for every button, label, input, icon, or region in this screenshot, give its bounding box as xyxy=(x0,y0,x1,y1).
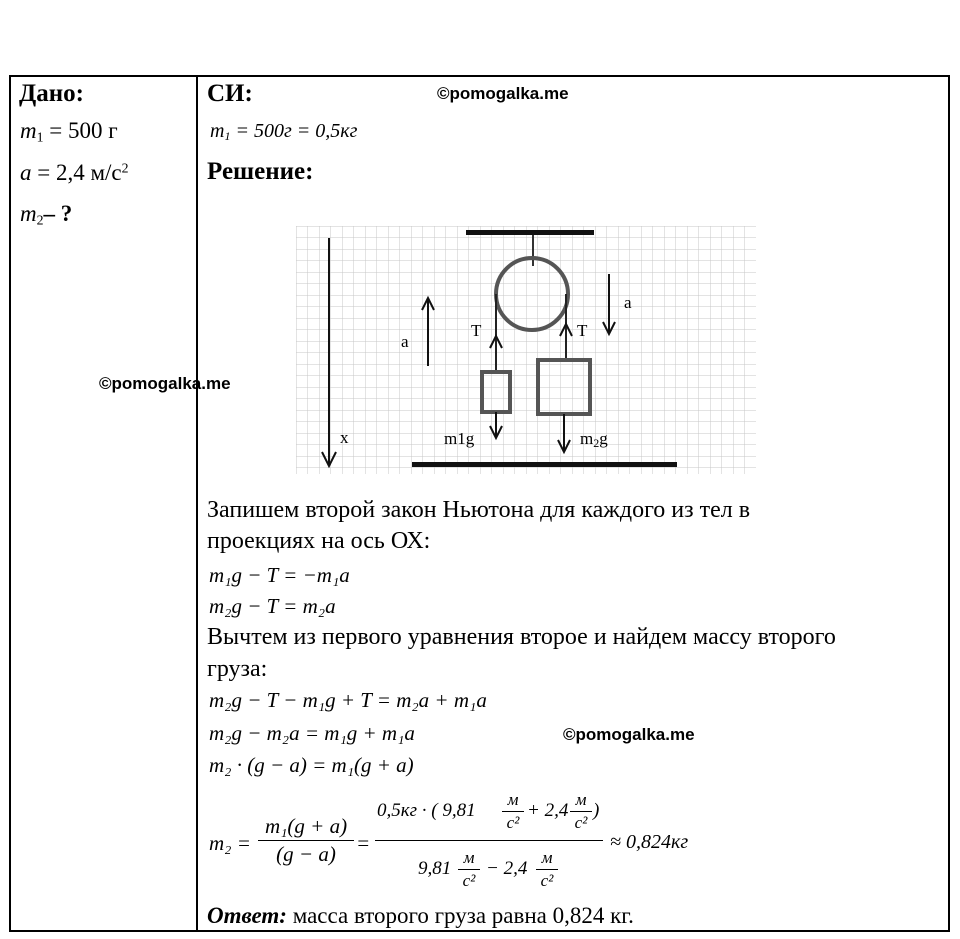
given-m1 xyxy=(20,118,118,144)
label-m2g-g: g xyxy=(599,429,608,448)
equation-4: m₂g − m₂a = m₁g + m₁a xyxy=(209,721,415,745)
answer-label: Ответ: xyxy=(207,903,287,928)
equation-5: m₂ · (g − a) = m₁(g + a) xyxy=(209,753,414,777)
text-line-4: груза: xyxy=(207,656,268,682)
find-m2-sub: 2 xyxy=(36,212,44,228)
watermark-bottom: ©pomogalka.me xyxy=(563,725,695,744)
watermark-middle: ©pomogalka.me xyxy=(99,374,231,393)
final-lhs: m₂ = xyxy=(209,831,251,855)
fraction-2-num-c: ) xyxy=(593,800,600,821)
label-m1g xyxy=(444,429,475,448)
unit-m-2: м xyxy=(575,790,587,809)
fraction-2-num-a: 0,5кг · ( 9,81 xyxy=(377,800,476,821)
label-a-right: a xyxy=(624,293,632,312)
unit-c2-1: с² xyxy=(506,813,520,832)
fraction-1-bar xyxy=(258,840,354,841)
fraction-2-num-unit1 xyxy=(502,790,524,833)
column-divider xyxy=(196,75,198,932)
equation-1: m₁g − T = −m₁a xyxy=(209,563,350,587)
unit-bar-4 xyxy=(536,869,558,870)
given-a xyxy=(20,160,129,186)
given-a-sup: 2 xyxy=(121,160,129,176)
pulley-diagram xyxy=(296,226,756,474)
label-m1g-m: m xyxy=(444,429,458,448)
label-x: x xyxy=(340,428,349,447)
unit-m-3: м xyxy=(463,848,475,867)
label-T-left: T xyxy=(471,321,482,340)
unit-m-4: м xyxy=(541,848,553,867)
fraction-2-den-b: − 2,4 xyxy=(486,858,528,879)
unit-c2-4: с² xyxy=(540,871,554,890)
equation-3: m₂g − T − m₁g + T = m₂a + m₁a xyxy=(209,688,487,712)
given-a-value: = 2,4 м/с xyxy=(37,160,122,185)
label-m2g-sub: 2 xyxy=(593,436,600,450)
si-conversion xyxy=(210,120,357,143)
watermark-top: ©pomogalka.me xyxy=(437,84,569,103)
given-m1-sub: 1 xyxy=(36,129,44,145)
given-heading: Дано: xyxy=(19,80,84,107)
fraction-1-numerator: m₁(g + a) xyxy=(264,814,348,838)
si-m: m xyxy=(210,120,225,142)
final-result: ≈ 0,824кг xyxy=(610,831,689,853)
floor-bar xyxy=(412,462,677,467)
text-line-3: Вычтем из первого уравнения второе и найдем массу второго xyxy=(207,624,836,650)
fraction-2-den-a: 9,81 xyxy=(418,858,452,879)
unit-bar-3 xyxy=(458,869,480,870)
solution-heading: Решение: xyxy=(207,158,314,185)
fraction-1-denominator: (g − a) xyxy=(276,842,336,866)
fraction-1 xyxy=(258,814,354,867)
grid-background xyxy=(296,226,756,474)
label-m1g-g: g xyxy=(465,429,475,448)
text-line-2: проекциях на ось ОХ: xyxy=(207,528,431,554)
find-m2 xyxy=(20,201,72,227)
answer-text: масса второго груза равна 0,824 кг. xyxy=(292,903,634,928)
fraction-2-den-unit2 xyxy=(536,848,558,891)
fraction-2-num-b: + 2,4 xyxy=(527,800,569,821)
unit-bar-2 xyxy=(570,811,592,812)
unit-c2-3: с² xyxy=(462,871,476,890)
find-m2-query: – ? xyxy=(43,201,73,226)
given-m1-var: m xyxy=(20,118,37,143)
si-sub: 1 xyxy=(224,129,231,143)
given-m1-value: = 500 г xyxy=(49,118,118,143)
answer-line xyxy=(207,903,634,929)
label-T-right: T xyxy=(577,321,588,340)
unit-m-1: м xyxy=(507,790,519,809)
equation-2: m₂g − T = m₂a xyxy=(209,594,336,618)
fraction-2-denominator xyxy=(418,846,578,896)
text-line-1: Запишем второй закон Ньютона для каждого из тел в xyxy=(207,497,751,523)
find-m2-var: m xyxy=(20,201,37,226)
si-value: = 500г = 0,5кг xyxy=(235,120,358,142)
label-m1g-sub: 1 xyxy=(457,429,466,448)
label-m2g-m: m xyxy=(580,429,594,448)
ceiling-bar xyxy=(466,230,594,235)
unit-bar-1 xyxy=(502,811,524,812)
fraction-2-bar xyxy=(375,840,603,841)
final-equals: = xyxy=(356,831,371,855)
si-heading: СИ: xyxy=(207,80,253,107)
given-a-var: a xyxy=(20,160,32,185)
unit-c2-2: с² xyxy=(574,813,588,832)
label-a-left: a xyxy=(401,332,409,351)
fraction-2-den-unit1 xyxy=(458,848,480,891)
fraction-2-num-unit2 xyxy=(570,790,592,833)
